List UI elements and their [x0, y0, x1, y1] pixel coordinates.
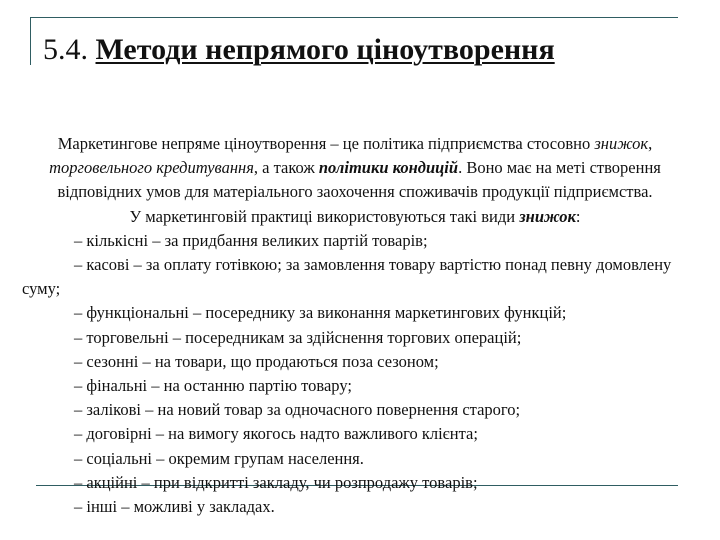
discount-item: – інші – можливі у закладах.: [74, 497, 275, 517]
definition-paragraph: [22, 132, 688, 205]
discount-item: – сезонні – на товари, що продаються поза сезоном;: [74, 351, 439, 371]
definition-term-credit: торговельного кредитування: [49, 158, 254, 178]
slide-frame-left-line: [30, 17, 31, 65]
slide-title: [43, 28, 683, 72]
discount-item: – торговельні – посередникам за здійснення торгових операцій;: [74, 327, 522, 347]
practice-paragraph: [22, 205, 688, 229]
definition-text-3: , а також: [253, 158, 319, 178]
definition-term-discounts: знижок: [594, 134, 649, 153]
discount-item: – кількісні – за придбання великих партій товарів;: [74, 230, 428, 250]
practice-term-discounts: знижок: [519, 206, 576, 226]
section-number: 5.4.: [43, 33, 88, 66]
slide-frame-top-line: [30, 17, 678, 18]
definition-text-2: ,: [648, 134, 653, 153]
practice-text-1: У маркетинговій практиці використовуються такі види: [129, 206, 520, 226]
discount-item: – касові – за оплату готівкою; за замовлення товару вартістю понад певну домовлену суму;: [22, 255, 672, 299]
discount-item: – договірні – на вимогу якогось надто важливого клієнта;: [74, 424, 478, 444]
discount-item: – залікові – на новий товар за одночасного повернення старого;: [74, 400, 521, 420]
discount-item: – акційні – при відкритті закладу, чи розпродажу товарів;: [74, 472, 478, 492]
discount-item: – фінальні – на останню партію товару;: [74, 376, 352, 396]
discount-item: – функціональні – посереднику за виконання маркетингових функцій;: [74, 303, 567, 323]
definition-term-conditions: політики кондицій: [318, 158, 459, 178]
definition-text-4: . Воно має на меті створення відповідних умов для матеріального заохочення споживачів продукції підприємства.: [57, 158, 661, 202]
slide-body: [22, 132, 688, 519]
definition-text-1: Маркетингове непряме ціноутворення – це політика підприємства стосовно: [57, 134, 595, 153]
practice-text-2: :: [575, 206, 581, 226]
discount-item: – соціальні – окремим групам населення.: [74, 448, 364, 468]
section-title: Методи непрямого ціноутворення: [95, 33, 555, 66]
